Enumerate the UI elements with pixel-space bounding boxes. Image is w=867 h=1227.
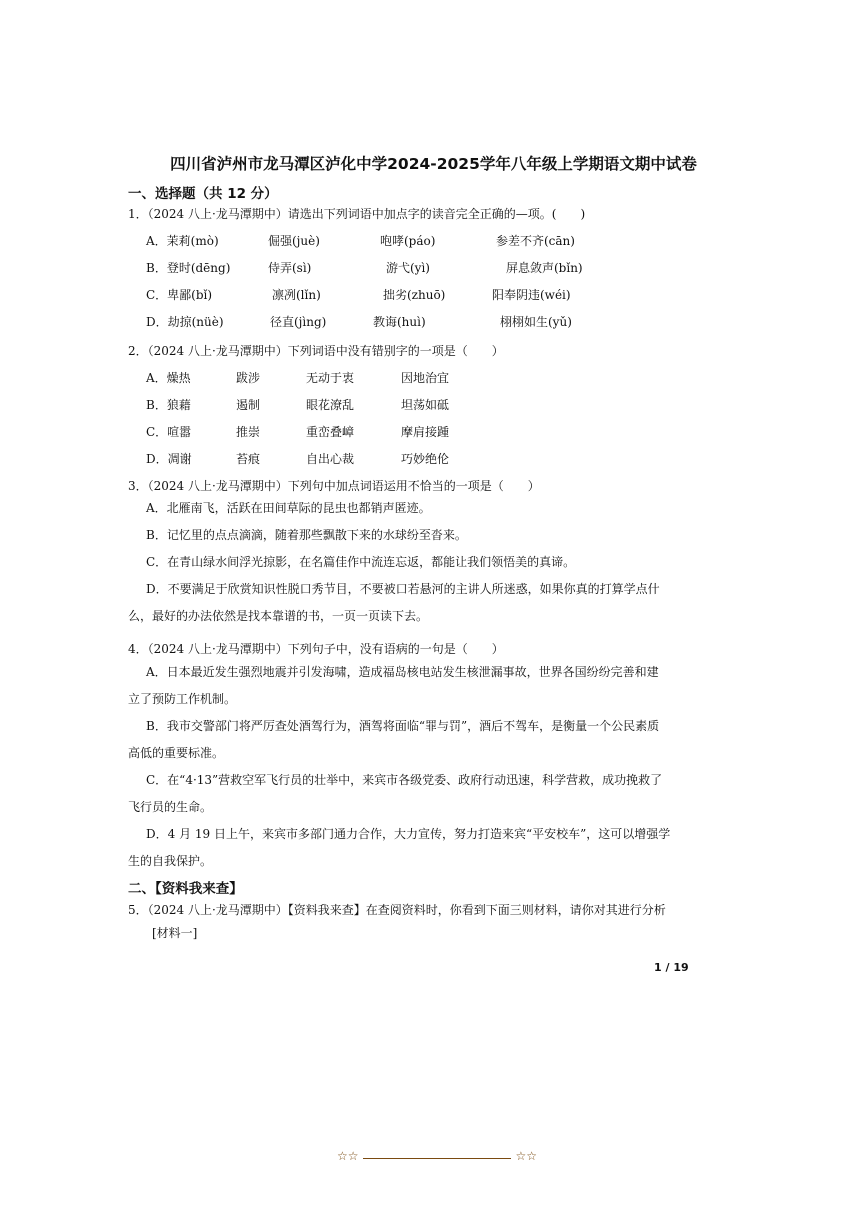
- question-3-option-d-line1: D．不要满足于欣赏知识性脱口秀节目，不要被口若悬河的主讲人所迷惑，如果你真的打算学点什: [146, 582, 660, 596]
- option-word: 苔痕: [236, 452, 261, 466]
- page-number: 1 / 19: [654, 961, 689, 974]
- question-3-option-d-line2: 么，最好的办法依然是找本靠谱的书，一页一页读下去。: [128, 609, 429, 623]
- option-word: 跋涉: [236, 371, 261, 385]
- section-heading-research: 二、【资料我来查】: [128, 881, 243, 897]
- question-4-option-d-line1: D．4 月 19 日上午，来宾市多部门通力合作，大力宣传，努力打造来宾“平安校车”，这可以增强学: [146, 827, 671, 841]
- option-word: 眼花潦乱: [306, 398, 355, 412]
- question-4-option-b-line2: 高低的重要标准。: [128, 746, 225, 760]
- option-word: 巧妙绝伦: [401, 452, 450, 466]
- question-2-option-b: [146, 396, 706, 414]
- option-word: C．喧嚣: [146, 425, 192, 439]
- option-word: 游弋(yì): [386, 261, 430, 275]
- question-4-option-c-line1: C．在“4·13”营救空军飞行员的壮举中，来宾市各级党委、政府行动迅速，科学营救，成功挽救了: [146, 773, 663, 787]
- option-word: 坦荡如砥: [401, 398, 450, 412]
- question-1-option-b: [146, 259, 706, 277]
- option-word: D．凋谢: [146, 452, 192, 466]
- option-word: D．劫掠(nüè): [146, 315, 224, 329]
- option-word: 屏息敛声(bǐn): [506, 261, 583, 275]
- option-word: 因地治宜: [401, 371, 450, 385]
- question-1-stem: 1．（2024 八上·龙马潭期中）请选出下列词语中加点字的读音完全正确的—项。( ): [128, 207, 586, 221]
- option-word: 侍弄(sì): [268, 261, 312, 275]
- section-heading-choice: 一、选择题（共 12 分）: [128, 186, 278, 202]
- question-1-option-a: [146, 232, 706, 250]
- question-2-stem: 2．（2024 八上·龙马潭期中）下列词语中没有错别字的一项是（ ）: [128, 344, 504, 358]
- question-5-stem: 5．（2024 八上·龙马潭期中）【资料我来查】在查阅资料时，你看到下面三则材料，请你对其进行分析: [128, 903, 666, 917]
- option-word: 咆哮(páo): [380, 234, 436, 248]
- option-word: C．卑鄙(bǐ): [146, 288, 213, 302]
- question-1-option-c: [146, 286, 706, 304]
- question-2-option-d: [146, 450, 706, 468]
- option-word: A．茉莉(mò): [146, 234, 219, 248]
- option-word: 无动于衷: [306, 371, 355, 385]
- question-2-option-c: [146, 423, 706, 441]
- question-5-material-label: [材料一]: [152, 926, 198, 940]
- option-word: B．登时(dēng): [146, 261, 231, 275]
- page-title: 四川省泸州市龙马潭区泸化中学2024-2025学年八年级上学期语文期中试卷: [170, 155, 697, 173]
- option-word: 参差不齐(cān): [496, 234, 575, 248]
- question-4-option-a-line2: 立了预防工作机制。: [128, 692, 237, 706]
- question-4-stem: 4．（2024 八上·龙马潭期中）下列句子中，没有语病的一句是（ ）: [128, 642, 504, 656]
- option-word: 重峦叠嶂: [306, 425, 355, 439]
- option-word: A．燥热: [146, 371, 191, 385]
- question-3-stem: 3．（2024 八上·龙马潭期中）下列句中加点词语运用不恰当的一项是（ ）: [128, 479, 540, 493]
- footer-decoration: [337, 1151, 537, 1165]
- question-4-option-d-line2: 生的自我保护。: [128, 854, 213, 868]
- option-word: 倔强(juè): [268, 234, 320, 248]
- option-word: 阳奉阴违(wéi): [492, 288, 571, 302]
- question-3-option-c: C．在青山绿水间浮光掠影，在名篇佳作中流连忘返，都能让我们领悟美的真谛。: [146, 555, 576, 569]
- option-word: 遏制: [236, 398, 261, 412]
- question-3-option-a: A．北雁南飞，活跃在田间草际的昆虫也都销声匿迹。: [146, 501, 431, 515]
- question-4-option-c-line2: 飞行员的生命。: [128, 800, 213, 814]
- question-3-option-b: B．记忆里的点点滴滴，随着那些飘散下来的水球纷至沓来。: [146, 528, 467, 542]
- option-word: B．狼藉: [146, 398, 191, 412]
- option-word: 教诲(huì): [373, 315, 426, 329]
- option-word: 栩栩如生(yǔ): [500, 315, 572, 329]
- footer-divider: [363, 1158, 511, 1159]
- star-icon: ☆☆: [515, 1149, 537, 1163]
- question-1-option-d: [146, 313, 706, 331]
- option-word: 拙劣(zhuō): [383, 288, 446, 302]
- question-2-option-a: [146, 369, 706, 387]
- option-word: 摩肩接踵: [401, 425, 450, 439]
- option-word: 凛冽(lǐn): [272, 288, 321, 302]
- star-icon: ☆☆: [337, 1149, 359, 1163]
- option-word: 径直(jìng): [270, 315, 327, 329]
- option-word: 自出心裁: [306, 452, 355, 466]
- option-word: 推崇: [236, 425, 261, 439]
- question-4-option-a-line1: A．日本最近发生强烈地震并引发海啸，造成福岛核电站发生核泄漏事故，世界各国纷纷完善和建: [146, 665, 659, 679]
- question-4-option-b-line1: B．我市交警部门将严厉查处酒驾行为，酒驾将面临“罪与罚”，酒后不驾车，是衡量一个公民素质: [146, 719, 660, 733]
